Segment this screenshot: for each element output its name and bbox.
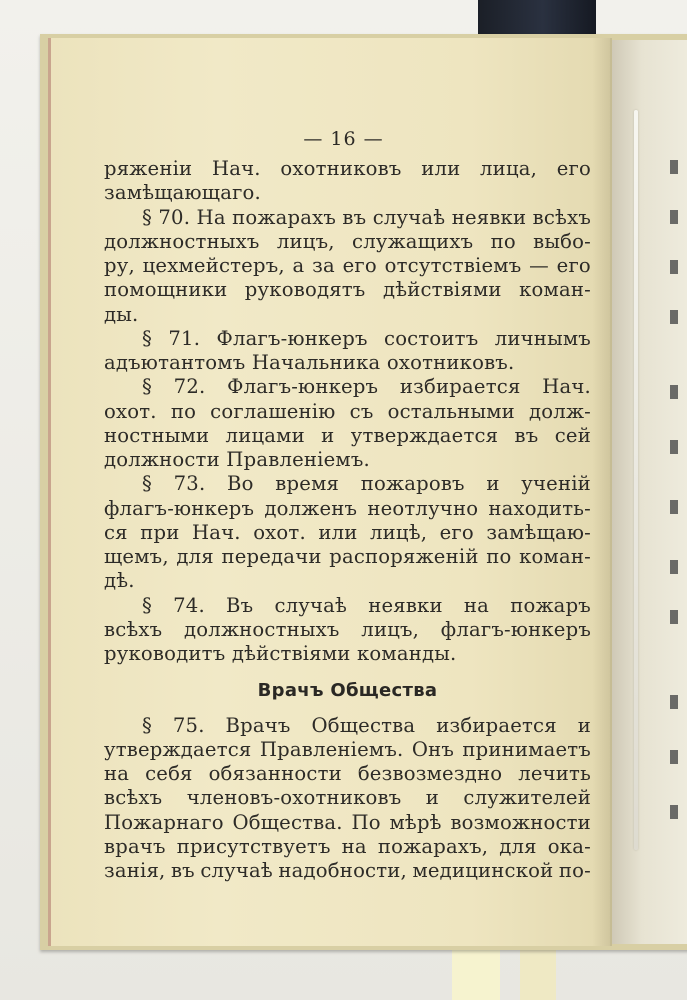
word: лицами xyxy=(225,423,305,447)
word: дѣйствіями xyxy=(231,642,357,665)
text-line xyxy=(104,448,591,472)
word: избирается xyxy=(399,375,521,399)
text-line xyxy=(104,618,591,642)
bottom-paper-strip xyxy=(452,948,500,1000)
word: замѣщаю- xyxy=(486,520,591,544)
word: — xyxy=(529,254,549,277)
word: флагъ-юнкеръ xyxy=(440,617,591,641)
word: для xyxy=(176,545,214,568)
text-section-before xyxy=(104,157,591,666)
word: 70. xyxy=(158,205,191,229)
word: по- xyxy=(558,859,591,882)
word: неявки xyxy=(451,205,527,229)
word: Флагъ-юнкеръ xyxy=(227,375,379,399)
word: Врачъ xyxy=(225,713,291,737)
word: и xyxy=(577,713,591,737)
text-line xyxy=(104,351,591,375)
word: его xyxy=(556,157,591,180)
word: занія, xyxy=(104,859,166,882)
word: на xyxy=(463,593,490,617)
word: членовъ-охотниковъ xyxy=(186,786,402,810)
word: охотниковъ. xyxy=(386,351,515,374)
word: и xyxy=(321,423,335,447)
text-line xyxy=(104,859,591,883)
word: и xyxy=(425,786,440,810)
word: ся xyxy=(104,520,128,544)
word: съ xyxy=(349,399,374,423)
word: Во xyxy=(227,472,254,496)
word: ру, xyxy=(104,254,135,277)
text-line xyxy=(104,569,591,593)
word: 73. xyxy=(173,472,206,496)
word: руководятъ xyxy=(244,278,366,302)
word: 74. xyxy=(173,593,205,617)
word: всѣхъ xyxy=(104,617,163,641)
word: должности xyxy=(104,448,227,471)
word: Нач. xyxy=(211,157,261,180)
binding-thread xyxy=(634,110,638,850)
word: Правленіемъ. xyxy=(226,448,370,471)
word: 75. xyxy=(172,713,205,737)
text-line xyxy=(104,400,591,424)
text-line xyxy=(104,375,591,399)
word: себя xyxy=(145,762,193,785)
word: руководитъ xyxy=(104,642,232,665)
word: лицъ, xyxy=(361,617,420,641)
word: въ xyxy=(342,205,367,229)
word: дѣ. xyxy=(104,569,135,593)
word: избирается xyxy=(436,713,557,737)
word: пожаръ xyxy=(510,593,591,617)
word: § xyxy=(142,205,152,229)
word: Въ xyxy=(226,593,254,617)
text-line xyxy=(104,521,591,545)
text-line xyxy=(104,230,591,254)
word: Правленіемъ. xyxy=(259,737,404,761)
word: долженъ xyxy=(264,496,358,520)
page-text xyxy=(104,157,591,883)
text-line xyxy=(104,278,591,302)
word: команды. xyxy=(356,642,457,665)
word: Онъ xyxy=(411,737,455,761)
gutter-shadow xyxy=(592,38,612,946)
text-line xyxy=(104,545,591,569)
text-line xyxy=(104,254,591,278)
word: выбо- xyxy=(533,229,591,253)
text-line xyxy=(104,472,591,496)
word: или xyxy=(421,157,461,180)
text-line xyxy=(104,762,591,786)
word: ученій xyxy=(521,472,591,496)
text-line xyxy=(104,642,591,666)
text-line xyxy=(104,594,591,618)
text-line xyxy=(104,835,591,859)
word: § xyxy=(142,472,152,496)
word: должностныхъ xyxy=(184,617,340,641)
word: служащихъ xyxy=(352,229,474,253)
word: на xyxy=(341,834,367,858)
text-line xyxy=(104,714,591,738)
word: медицинской xyxy=(412,859,554,882)
text-line xyxy=(104,157,591,181)
word: за xyxy=(312,254,335,277)
text-line xyxy=(104,206,591,230)
word: неотлучно xyxy=(367,496,479,520)
word: Флагъ-юнкеръ xyxy=(216,326,368,350)
word: его xyxy=(556,254,591,277)
text-line xyxy=(104,303,591,327)
word: 71. xyxy=(168,326,201,350)
word: На xyxy=(196,205,226,229)
word: и xyxy=(486,472,500,496)
word: личнымъ xyxy=(494,326,591,350)
text-section-after xyxy=(104,714,591,884)
word: отсутствіемъ xyxy=(384,254,522,277)
word: его xyxy=(439,520,474,544)
word: утверждается xyxy=(350,423,499,447)
word: лечить xyxy=(518,762,591,785)
word: коман- xyxy=(519,278,591,302)
word: адъютантомъ xyxy=(104,351,252,374)
word: его xyxy=(342,254,377,277)
word: а xyxy=(292,254,305,277)
word: неявки xyxy=(368,593,443,617)
word: передачи xyxy=(221,545,322,568)
word: цехмейстеръ, xyxy=(142,254,285,277)
text-line xyxy=(104,497,591,521)
word: пожаровъ xyxy=(360,472,465,496)
word: Нач. xyxy=(191,520,241,544)
word: находить- xyxy=(488,496,591,520)
word: Начальника xyxy=(251,351,387,374)
bottom-paper-strip xyxy=(520,948,556,1000)
word: случаѣ xyxy=(372,205,446,229)
word: § xyxy=(142,593,152,617)
word: По xyxy=(351,810,381,834)
word: при xyxy=(140,520,180,544)
word: надобности, xyxy=(278,859,407,882)
word: лицъ, xyxy=(276,229,335,253)
word: присутствуетъ xyxy=(176,834,331,858)
word: § xyxy=(142,375,152,399)
word: время xyxy=(275,472,340,496)
word: охот. xyxy=(104,399,157,423)
word: Нач. xyxy=(542,375,591,399)
word: утверждается xyxy=(104,737,252,761)
word: ностными xyxy=(104,423,210,447)
word: въ xyxy=(514,423,539,447)
word: охотниковъ xyxy=(280,157,402,180)
word: сей xyxy=(554,423,591,447)
word: для xyxy=(499,834,537,858)
word: 72. xyxy=(173,375,206,399)
text-line xyxy=(104,786,591,810)
word: врачъ xyxy=(104,834,166,858)
word: или xyxy=(318,520,358,544)
word: § xyxy=(142,326,152,350)
word: § xyxy=(142,713,152,737)
word: Общества xyxy=(311,713,416,737)
word: по xyxy=(486,545,512,568)
text-line xyxy=(104,181,591,205)
word: должностныхъ xyxy=(104,229,260,253)
text-line xyxy=(104,327,591,351)
word: соглашенію xyxy=(210,399,336,423)
word: пожарахъ xyxy=(232,205,337,229)
word: лицѣ, xyxy=(370,520,428,544)
word: коман- xyxy=(519,545,591,568)
word: по xyxy=(170,399,197,423)
word: ока- xyxy=(547,834,591,858)
word: замѣщающаго. xyxy=(104,181,261,205)
word: лица, xyxy=(480,157,538,180)
word: случаѣ xyxy=(274,593,348,617)
word: охот. xyxy=(253,520,306,544)
word: случаѣ xyxy=(200,859,273,882)
text-line xyxy=(104,424,591,448)
word: служителей xyxy=(463,786,591,810)
word: ряженіи xyxy=(104,157,193,180)
word: щемъ, xyxy=(104,545,169,568)
word: возможности xyxy=(450,810,591,834)
word: остальными xyxy=(387,399,515,423)
word: распоряженій xyxy=(329,545,479,568)
word: обязанности xyxy=(208,762,342,785)
text-line xyxy=(104,738,591,762)
word: долж- xyxy=(529,399,591,423)
word: безвозмездно xyxy=(357,762,503,785)
word: въ xyxy=(170,859,195,882)
word: по xyxy=(490,229,516,253)
word: всѣхъ xyxy=(104,786,163,810)
facing-page-text-edge xyxy=(670,140,687,860)
word: всѣхъ xyxy=(532,205,591,229)
word: помощники xyxy=(104,278,228,302)
word: на xyxy=(104,762,130,785)
word: Пожарнаго xyxy=(104,810,224,834)
word: принимаетъ xyxy=(462,737,591,761)
section-heading: Врачъ Общества xyxy=(257,680,438,702)
word: Общества. xyxy=(232,810,343,834)
word: флагъ-юнкеръ xyxy=(104,496,255,520)
text-line xyxy=(104,811,591,835)
page-number: — 16 — xyxy=(303,128,384,150)
word: ды. xyxy=(104,302,139,326)
word: мѣрѣ xyxy=(389,810,442,834)
word: дѣйствіями xyxy=(382,278,502,302)
word: пожарахъ, xyxy=(377,834,489,858)
word: состоитъ xyxy=(384,326,479,350)
